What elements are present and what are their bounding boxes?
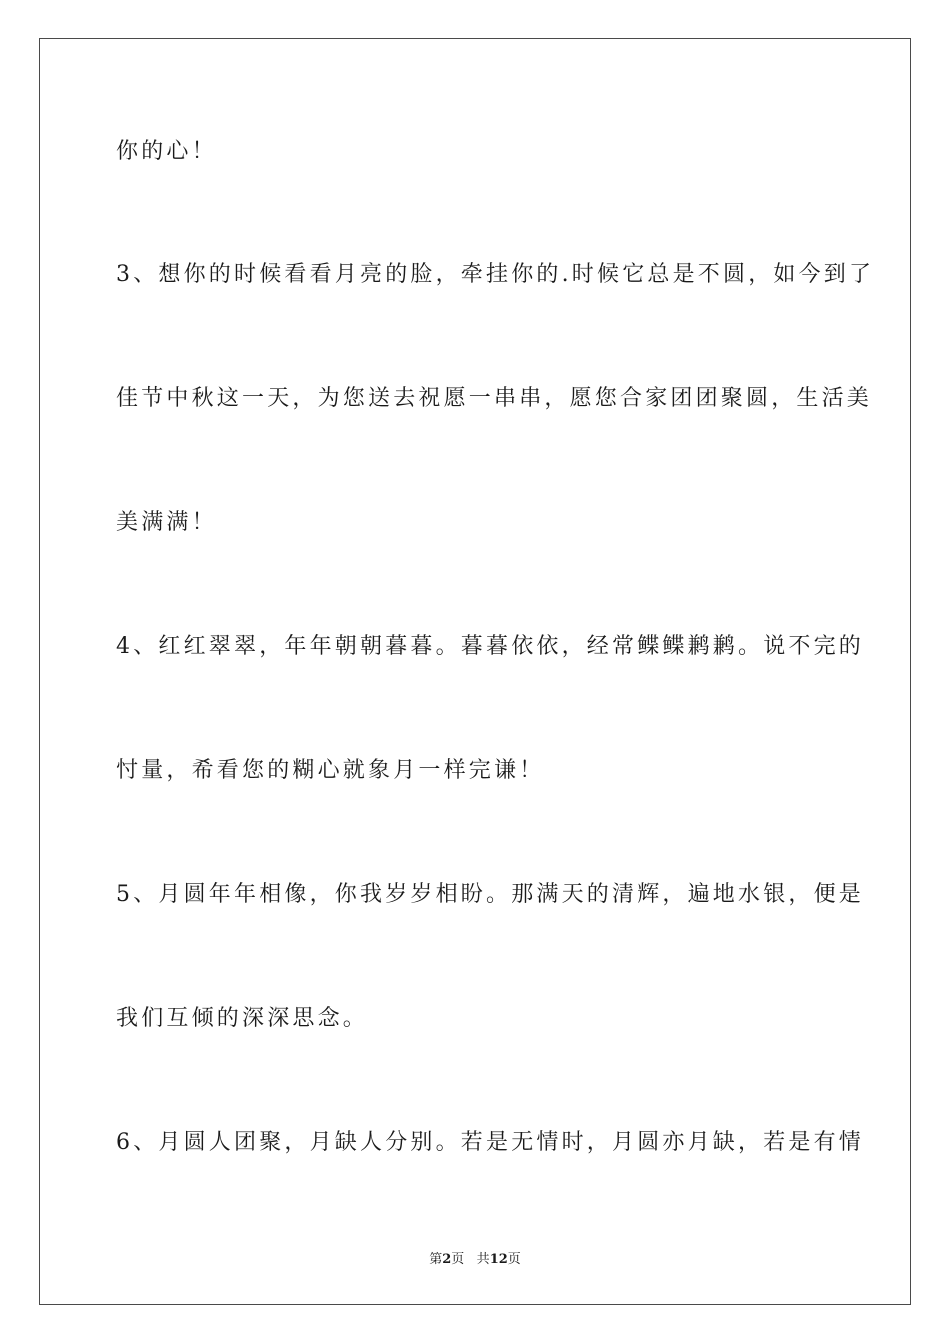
text-line-2: 3、想你的时候看看月亮的脸，牵挂你的.时候它总是不圆，如今到了	[116, 262, 875, 287]
footer-page-total: 12	[489, 1252, 508, 1267]
page-border	[39, 38, 911, 1305]
footer-page-suffix: 页	[451, 1252, 465, 1267]
page-footer	[0, 1248, 950, 1267]
footer-page-prefix: 第	[429, 1252, 443, 1267]
text-line-1: 你的心！	[116, 139, 217, 164]
text-line-9: 6、月圆人团聚，月缺人分别。若是无情时，月圆亦月缺，若是有情	[116, 1130, 864, 1155]
text-line-6: 忖量，希看您的糊心就象月一样完谦！	[116, 758, 545, 783]
text-line-7: 5、月圆年年相像，你我岁岁相盼。那满天的清辉，遍地水银，便是	[116, 882, 864, 907]
text-line-4: 美满满！	[116, 510, 217, 535]
footer-total-prefix: 共	[476, 1252, 490, 1267]
footer-total-suffix: 页	[507, 1252, 521, 1267]
footer-page-current: 2	[442, 1252, 452, 1267]
text-line-8: 我们互倾的深深思念。	[116, 1006, 369, 1031]
text-line-5: 4、红红翠翠，年年朝朝暮暮。暮暮依依，经常鲽鲽鹣鹣。说不完的	[116, 634, 864, 659]
text-line-3: 佳节中秋这一天，为您送去祝愿一串串，愿您合家团团聚圆，生活美	[116, 386, 873, 411]
